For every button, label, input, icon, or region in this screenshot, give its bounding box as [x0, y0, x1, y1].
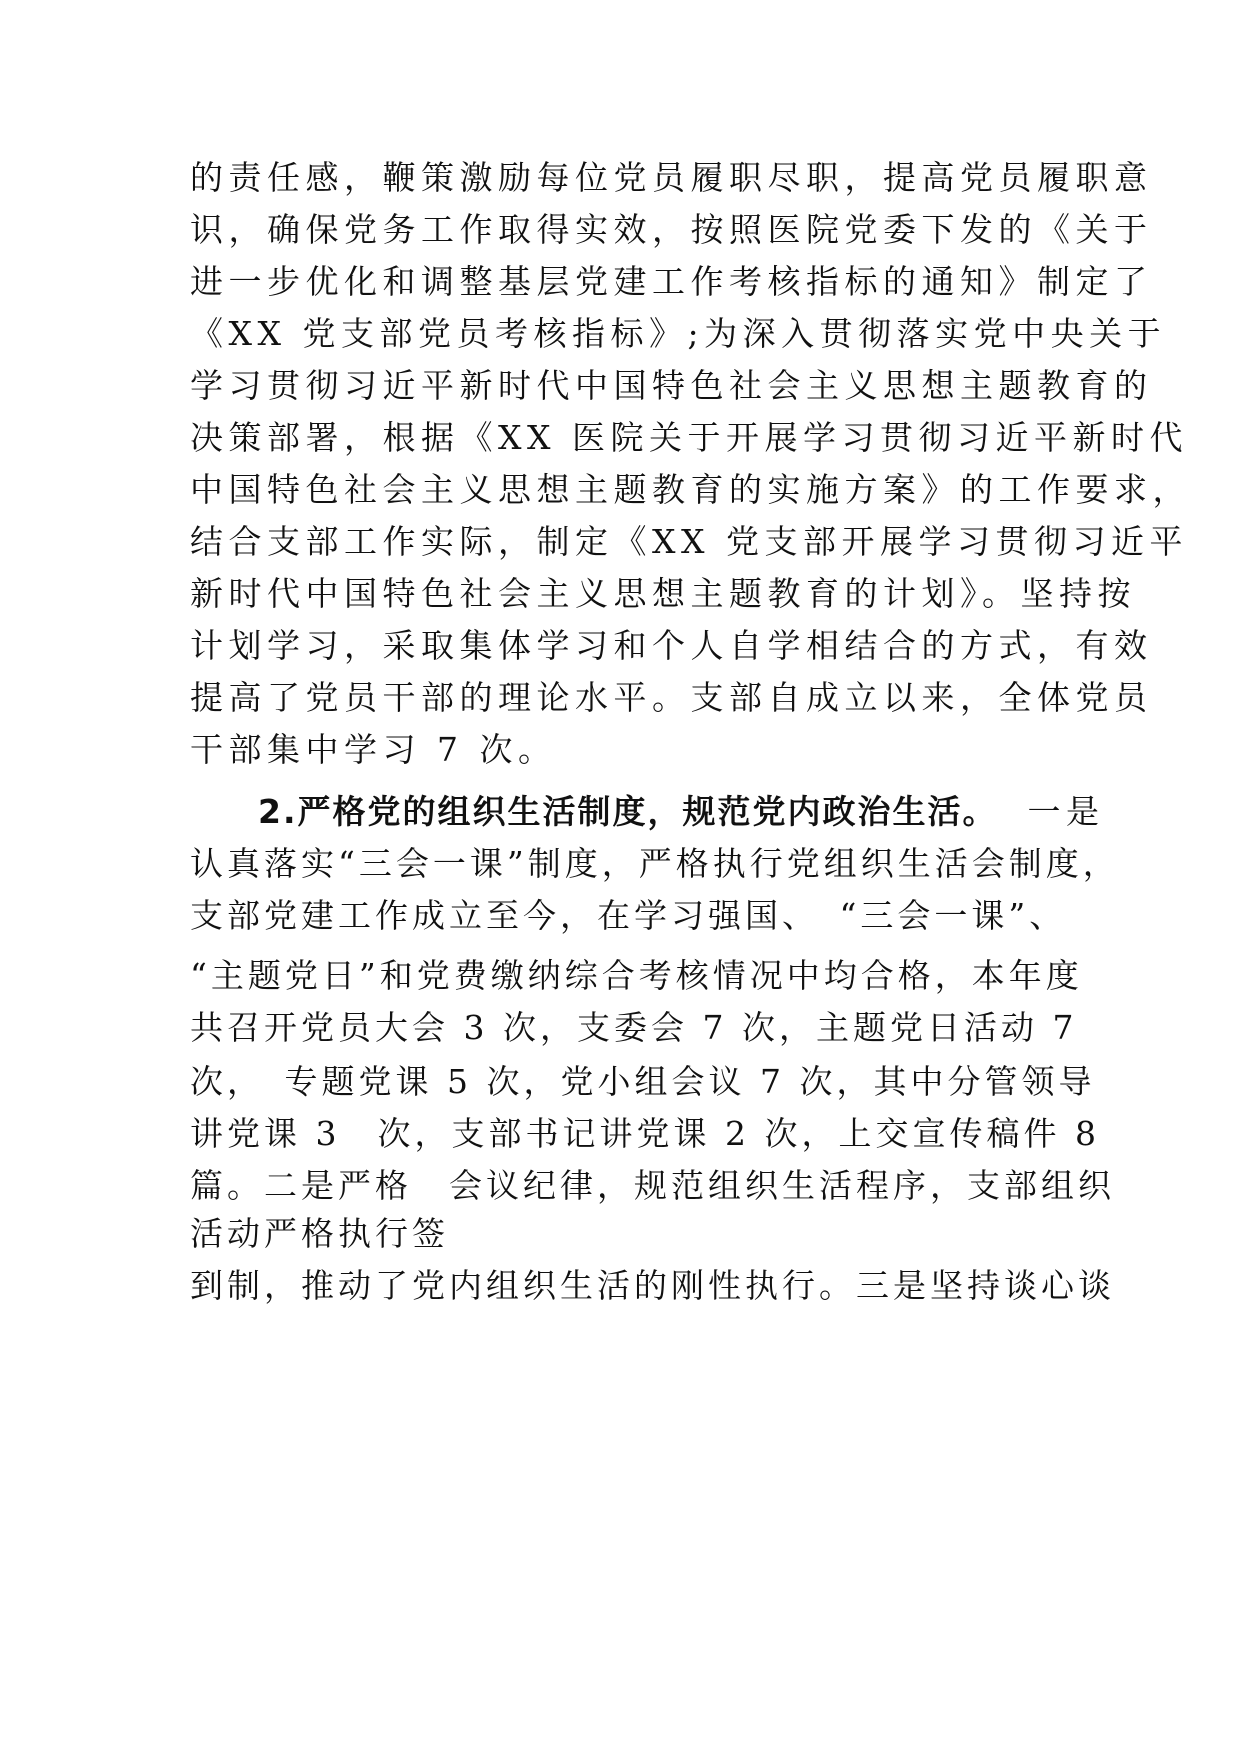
paragraph-line: 新时代中国特色社会主义思想主题教育的计划》。坚持按 [190, 574, 1136, 613]
paragraph-line: 次， 专题党课 5 次，党小组会议 7 次，其中分管领导 [190, 1062, 1096, 1101]
paragraph-line: 识，确保党务工作取得实效，按照医院党委下发的《关于 [190, 210, 1153, 249]
paragraph-line: 篇。二是严格 会议纪律，规范组织生活程序，支部组织 [190, 1166, 1115, 1205]
paragraph-line: 结合支部工作实际，制定《XX 党支部开展学习贯彻习近平 [190, 522, 1188, 561]
paragraph-line: 学习贯彻习近平新时代中国特色社会主义思想主题教育的 [190, 366, 1153, 405]
paragraph-line: 共召开党员大会 3 次，支委会 7 次，主题党日活动 7 [190, 1008, 1078, 1047]
paragraph-heading-line [258, 792, 1105, 832]
section-heading: 2.严格党的组织生活制度，规范党内政治生活。 [258, 792, 998, 831]
paragraph-line: 决策部署，根据《XX 医院关于开展学习贯彻习近平新时代 [190, 418, 1188, 457]
paragraph-line: 干部集中学习 7 次。 [190, 730, 557, 769]
paragraph-line: 中国特色社会主义思想主题教育的实施方案》的工作要求， [190, 470, 1191, 509]
paragraph-line: 支部党建工作成立至今，在学习强国、 “三会一课”、 [190, 896, 1067, 935]
paragraph-line: 认真落实“三会一课”制度，严格执行党组织生活会制度， [190, 844, 1120, 883]
paragraph-line: 进一步优化和调整基层党建工作考核指标的通知》制定了 [190, 262, 1153, 301]
paragraph-line: 《XX 党支部党员考核指标》;为深入贯彻落实党中央关于 [190, 314, 1167, 353]
paragraph-line: 提高了党员干部的理论水平。支部自成立以来，全体党员 [190, 678, 1153, 717]
paragraph-line: 到制，推动了党内组织生活的刚性执行。三是坚持谈心谈 [190, 1266, 1115, 1305]
paragraph-line: 讲党课 3 次，支部书记讲党课 2 次，上交宣传稿件 8 [190, 1114, 1100, 1153]
paragraph-line: 的责任感，鞭策激励每位党员履职尽职，提高党员履职意 [190, 158, 1153, 197]
paragraph-line: 活动严格执行签 [190, 1214, 449, 1253]
paragraph-line: “主题党日”和党费缴纳综合考核情况中均合格，本年度 [190, 956, 1083, 995]
paragraph-line: 计划学习，采取集体学习和个人自学相结合的方式，有效 [190, 626, 1153, 665]
heading-tail-text: 一是 [1027, 792, 1105, 831]
